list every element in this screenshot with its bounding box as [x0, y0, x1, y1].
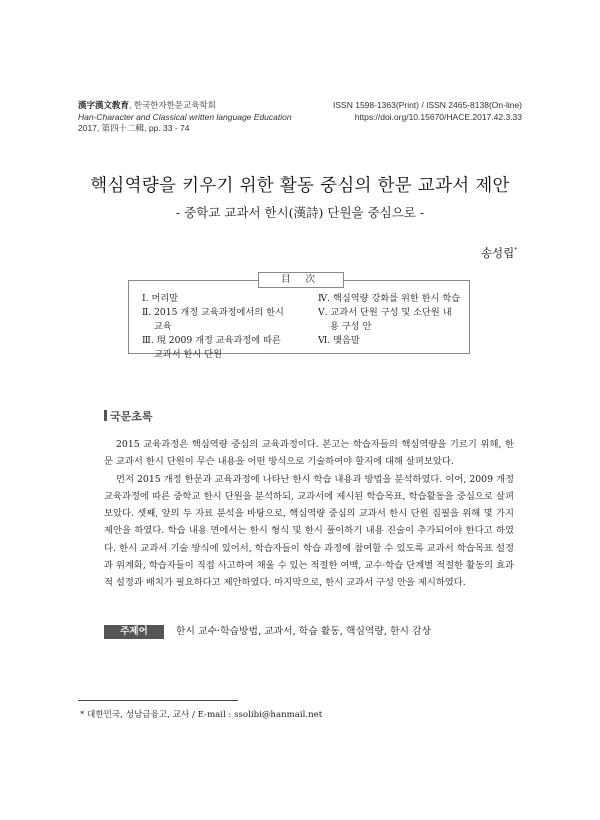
issn-info: ISSN 1598-1363(Print) / ISSN 2465-8138(On-line)	[333, 100, 522, 110]
toc-right-column	[318, 292, 464, 348]
abstract-heading-text: 국문초록	[110, 411, 153, 423]
journal-header	[78, 100, 292, 135]
toc-item-2	[142, 306, 294, 334]
journal-name-line: 漢字漢文敎育, 한국한자한문교육학회	[78, 100, 216, 110]
toc-item-4	[318, 292, 464, 306]
abstract-paragraph-2: 먼저 2015 개정 한문과 교육과정에 나타난 한시 학습 내용과 방법을 분석하였다. 이어, 2009 개정 교육과정에 따른 중학교 한시 단원을 분석하되, 교과서에 제시된 학습목표, 학습활동을 중심으로 살펴보았다. 셋째, 앞의 두 자료 분석을 바탕으로, 핵심역량 중심의 교과서 한시 단원 집필을 위해 몇 가지 제안을 하였다. 학습 내용 면에서는 한시 형식 및 한시 풀이하기 내용 진술이 추가되어야 한다고 하였다. 한시 교과서 기술 방식에 있어서, 학습자들이 학습 과정에 참여할 수 있도록 교과서 학습목표 설정과 위계화, 학습자들이 직접 사고하여 채울 수 있는 적절한 여백, 교수·학습 단계별 적절한 활동의 효과적 설정과 배치가 필요하다고 제안하였다. 마지막으로, 한시 교과서 구성 안을 제시하였다.	[104, 473, 514, 589]
toc-item-continuation: 용 구성 안	[330, 321, 372, 332]
author-footnote-mark: *	[514, 247, 517, 255]
publication-info	[333, 100, 522, 123]
toc-item-text: Ⅰ. 머리말	[142, 293, 179, 304]
doi-link[interactable]: https://doi.org/10.15670/HACE.2017.42.3.33	[354, 111, 522, 122]
paper-subtitle: - 중학교 교과서 한시(漢詩) 단원을 중심으로 -	[175, 205, 425, 220]
footnote-divider	[78, 700, 238, 701]
toc-item-text: Ⅳ. 핵심역량 강화를 위한 한시 학습	[318, 293, 461, 304]
toc-item-text: Ⅵ. 맺음말	[318, 335, 360, 346]
keywords-text: 한시 교수·학습방법, 교과서, 학습 활동, 핵심역량, 한시 감상	[176, 626, 432, 637]
abstract-heading	[104, 408, 153, 424]
toc-item-text: Ⅲ. 現 2009 개정 교육과정에 따른	[142, 335, 281, 346]
paper-title: 핵심역량을 키우기 위한 활동 중심의 한문 교과서 제안	[90, 176, 510, 196]
toc-item-text: Ⅴ. 교과서 단원 구성 및 소단원 내	[318, 307, 452, 318]
heading-bar-icon	[104, 410, 107, 421]
journal-name: 漢字漢文敎育	[78, 100, 130, 110]
issue-info: 2017, 第四十二輯, pp. 33 - 74	[78, 123, 190, 133]
society-name: 한국한자한문교육학회	[133, 100, 216, 110]
abstract-body	[104, 436, 514, 592]
toc-item-6	[318, 334, 464, 348]
author-name: 송성립	[480, 248, 515, 260]
toc-item-5	[318, 306, 464, 334]
author-footnote: * 대한민국, 성남금융고, 교사 / E-mail : ssolibi@hanmail.net	[80, 710, 323, 720]
toc-item-continuation: 교과서 한시 단원	[154, 349, 222, 360]
toc-heading: 目 次	[258, 272, 344, 288]
toc-item-3	[142, 334, 294, 362]
toc-left-column	[142, 292, 294, 362]
keywords-label: 주제어	[104, 625, 164, 639]
toc-item-text: Ⅱ. 2015 개정 교육과정에서의 한시	[142, 307, 284, 318]
author	[481, 245, 517, 261]
toc-item-continuation: 교육	[154, 321, 172, 332]
toc-item-1	[142, 292, 294, 306]
abstract-paragraph-1: 2015 교육과정은 핵심역량 중심의 교육과정이다. 본고는 학습자들의 핵심역량을 기르기 위해, 한문 교과서 한시 단원이 무슨 내용을 어떤 방식으로 기술하여야 할지에 대해 살펴보았다.	[104, 439, 514, 468]
journal-english-name: Han-Character and Classical written language Education	[78, 111, 292, 122]
